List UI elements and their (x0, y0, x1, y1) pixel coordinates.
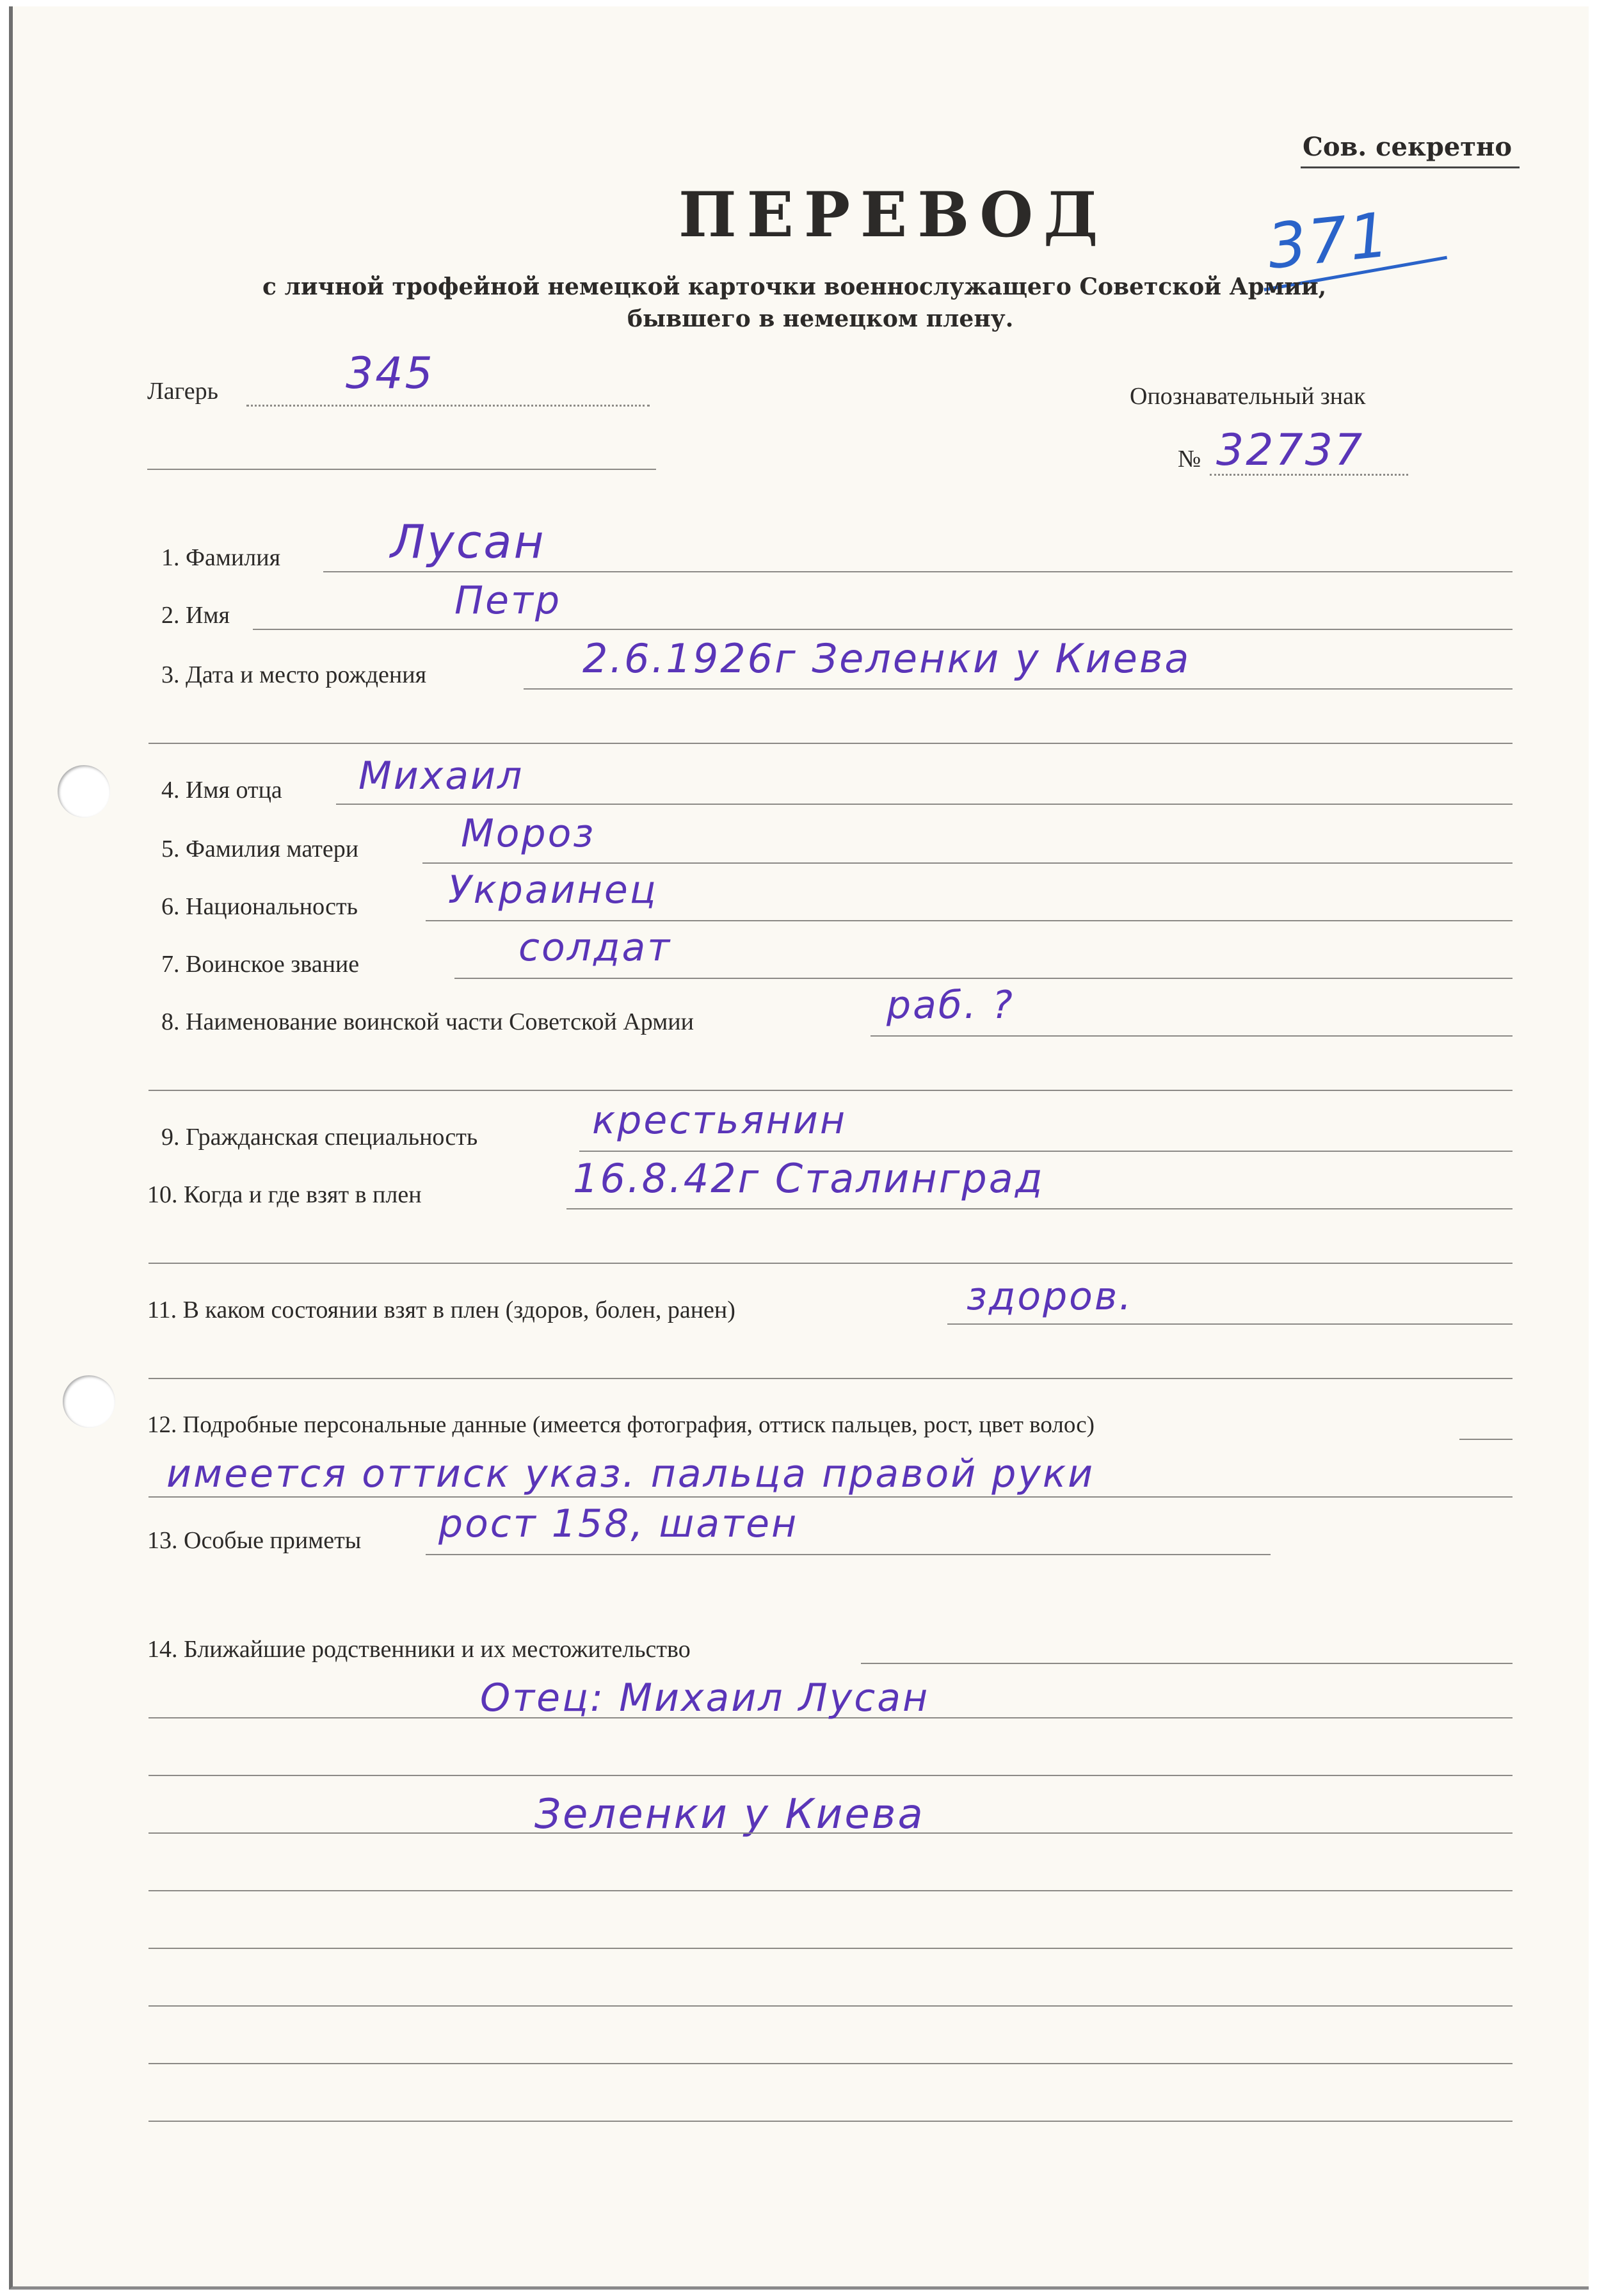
field-8-label: 8. Наименование воинской части Советской Армии (161, 1008, 694, 1035)
punch-hole-top (58, 765, 110, 818)
field-8-value: раб. ? (887, 983, 1015, 1028)
field-5-value: Мороз (461, 811, 596, 856)
field-3-value: 2.6.1926г Зеленки у Киева (582, 635, 1191, 682)
field-5-label: 5. Фамилия матери (161, 836, 359, 862)
field-6-label: 6. Национальность (161, 893, 358, 920)
classification-underline (1301, 166, 1520, 168)
field-2-line (253, 629, 1513, 630)
relatives-line-7 (148, 2063, 1513, 2064)
field-7-line (454, 978, 1513, 979)
field-1-line (323, 571, 1513, 572)
field-12-value: имеется оттиск указ. пальца правой руки (166, 1451, 1095, 1496)
field-13-line (426, 1554, 1271, 1555)
field-7-value: солдат (518, 925, 672, 970)
document-sheet (9, 6, 1589, 2290)
field-9-value: крестьянин (592, 1098, 847, 1143)
field-12-label: 12. Подробные персональные данные (имеется фотография, оттиск пальцев, рост, цвет волос) (147, 1412, 1095, 1438)
field-13-value: рост 158, шатен (438, 1501, 799, 1546)
field-12-line (1459, 1439, 1513, 1440)
field-3-extra-line (148, 743, 1513, 744)
field-5-line (422, 862, 1513, 864)
relatives-line-8 (148, 2121, 1513, 2122)
document-subtitle-line-2: бывшего в немецком плену. (627, 305, 1014, 332)
field-9-line (579, 1151, 1513, 1152)
field-8-extra-line (148, 1090, 1513, 1091)
camp-label: Лагерь (147, 378, 218, 405)
relatives-line-6 (148, 2005, 1513, 2007)
field-3-label: 3. Дата и место рождения (161, 661, 427, 688)
id-tag-label: Опознавательный знак (1130, 383, 1366, 410)
field-11-line (947, 1323, 1513, 1325)
field-14-label: 14. Ближайшие родственники и их местожительство (147, 1636, 691, 1663)
field-6-value: Украинец (448, 868, 658, 912)
field-1-label: 1. Фамилия (161, 544, 281, 571)
relatives-value-2: Зеленки у Киева (534, 1791, 925, 1838)
relatives-line-5 (148, 1948, 1513, 1949)
field-7-label: 7. Воинское звание (161, 951, 360, 978)
field-13-label: 13. Особые приметы (147, 1527, 362, 1554)
field-6-line (426, 920, 1513, 921)
field-10-extra-line (148, 1263, 1513, 1264)
relatives-line-4 (148, 1890, 1513, 1891)
field-10-label: 10. Когда и где взят в плен (147, 1181, 422, 1208)
field-10-value: 16.8.42г Сталинград (573, 1155, 1045, 1202)
field-4-label: 4. Имя отца (161, 777, 282, 804)
camp-field-line (246, 405, 650, 407)
field-2-value: Петр (454, 578, 562, 623)
field-14-line (861, 1663, 1513, 1664)
camp-value: 345 (346, 348, 435, 399)
relatives-value-1: Отец: Михаил Лусан (480, 1676, 930, 1720)
field-4-value: Михаил (358, 754, 524, 798)
id-tag-value: 32737 (1216, 425, 1365, 476)
field-12-extra-line (148, 1496, 1513, 1498)
field-10-line (566, 1208, 1513, 1209)
relatives-line-3 (148, 1832, 1513, 1834)
relatives-line-2 (148, 1775, 1513, 1776)
handwritten-annotation-number: 371 (1264, 198, 1394, 283)
document-title: ПЕРЕВОД (678, 179, 1109, 251)
field-11-extra-line (148, 1378, 1513, 1379)
field-4-line (336, 804, 1513, 805)
field-9-label: 9. Гражданская специальность (161, 1124, 478, 1151)
field-1-value: Лусан (390, 515, 546, 569)
field-8-line (871, 1035, 1513, 1037)
field-11-label: 11. В каком состоянии взят в плен (здоров, болен, ранен) (147, 1297, 735, 1323)
document-subtitle-line-1: с личной трофейной немецкой карточки военнослужащего Советской Армии, (262, 273, 1327, 300)
field-11-value: здоров. (967, 1274, 1134, 1319)
field-2-label: 2. Имя (161, 602, 230, 629)
camp-extra-line (147, 469, 656, 470)
punch-hole-bottom (63, 1375, 115, 1428)
classification-stamp: Сов. секретно (1303, 132, 1513, 162)
id-tag-number-sign: № (1178, 446, 1201, 473)
field-3-line (524, 688, 1513, 690)
